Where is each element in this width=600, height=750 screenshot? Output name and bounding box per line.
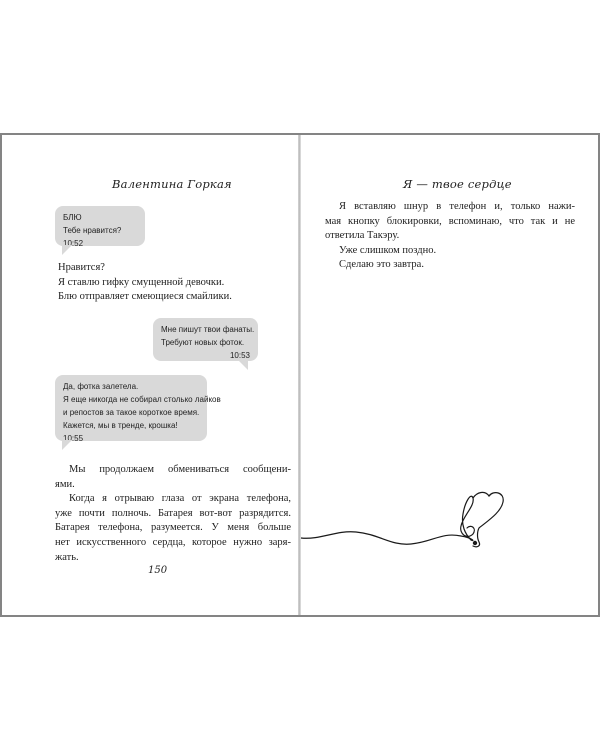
running-head-chapter: Я — твое сердце [403, 177, 512, 191]
bubble-line: и репостов за такое короткое время. [63, 408, 200, 417]
text-line: Батарея телефона, разумеется. У меня больше [55, 522, 291, 534]
bubble-line: Кажется, мы в тренде, крошка! [63, 421, 178, 430]
bubble-line: Да, фотка залетела. [63, 382, 139, 391]
text-line: мая кнопку блокировки, вспоминаю, что так и не [325, 215, 575, 227]
bubble-tail [238, 360, 248, 370]
heart-treble-clef-line-icon [301, 470, 598, 570]
bubble-tail [62, 245, 72, 255]
paragraph [55, 463, 291, 565]
bubble-line: Тебе нравится? [63, 226, 122, 235]
text-line: Я вставляю шнур в телефон и, только нажи- [339, 201, 575, 212]
text-line: уже почти полночь. Батарея вот-вот разрядится. [55, 507, 291, 519]
text-line: жать. [55, 551, 79, 563]
bubble-timestamp: 10:55 [63, 434, 84, 443]
text-line: Блю отправляет смеющиеся смайлики. [58, 291, 232, 303]
text-line: Сделаю это завтра. [339, 259, 424, 271]
paragraph [325, 200, 575, 273]
text-line: Нравится? [58, 262, 105, 273]
bubble-timestamp: 10:53 [229, 351, 250, 360]
text-line: Я ставлю гифку смущенной девочки. [58, 276, 225, 288]
bubble-timestamp: 10:52 [63, 239, 84, 248]
bubble-tail [62, 440, 72, 450]
chat-bubble-incoming [55, 375, 221, 443]
paragraph [58, 261, 232, 305]
running-head-author: Валентина Горкая [112, 177, 232, 191]
text-line: ответила Такэру. [325, 230, 400, 242]
bubble-line: Я еще никогда не собирал столько лайков [63, 395, 221, 404]
text-line: ями. [55, 478, 75, 490]
text-line: Уже слишком поздно. [339, 244, 437, 256]
bubble-line: Требуют новых фоток. [161, 338, 245, 347]
bubble-line: БЛЮ [63, 213, 82, 222]
left-page [2, 135, 298, 615]
text-line: Когда я отрываю глаза от экрана телефона, [69, 493, 291, 505]
chat-bubble-outgoing [153, 318, 258, 361]
bubble-line: Мне пишут твои фанаты. [161, 325, 255, 334]
text-line: Мы продолжаем обмениваться сообщени- [69, 464, 291, 475]
chat-bubble-incoming [55, 206, 145, 246]
page-number: 150 [148, 565, 168, 576]
text-line: нет искусственного сердца, которое нужно заря- [55, 536, 291, 548]
